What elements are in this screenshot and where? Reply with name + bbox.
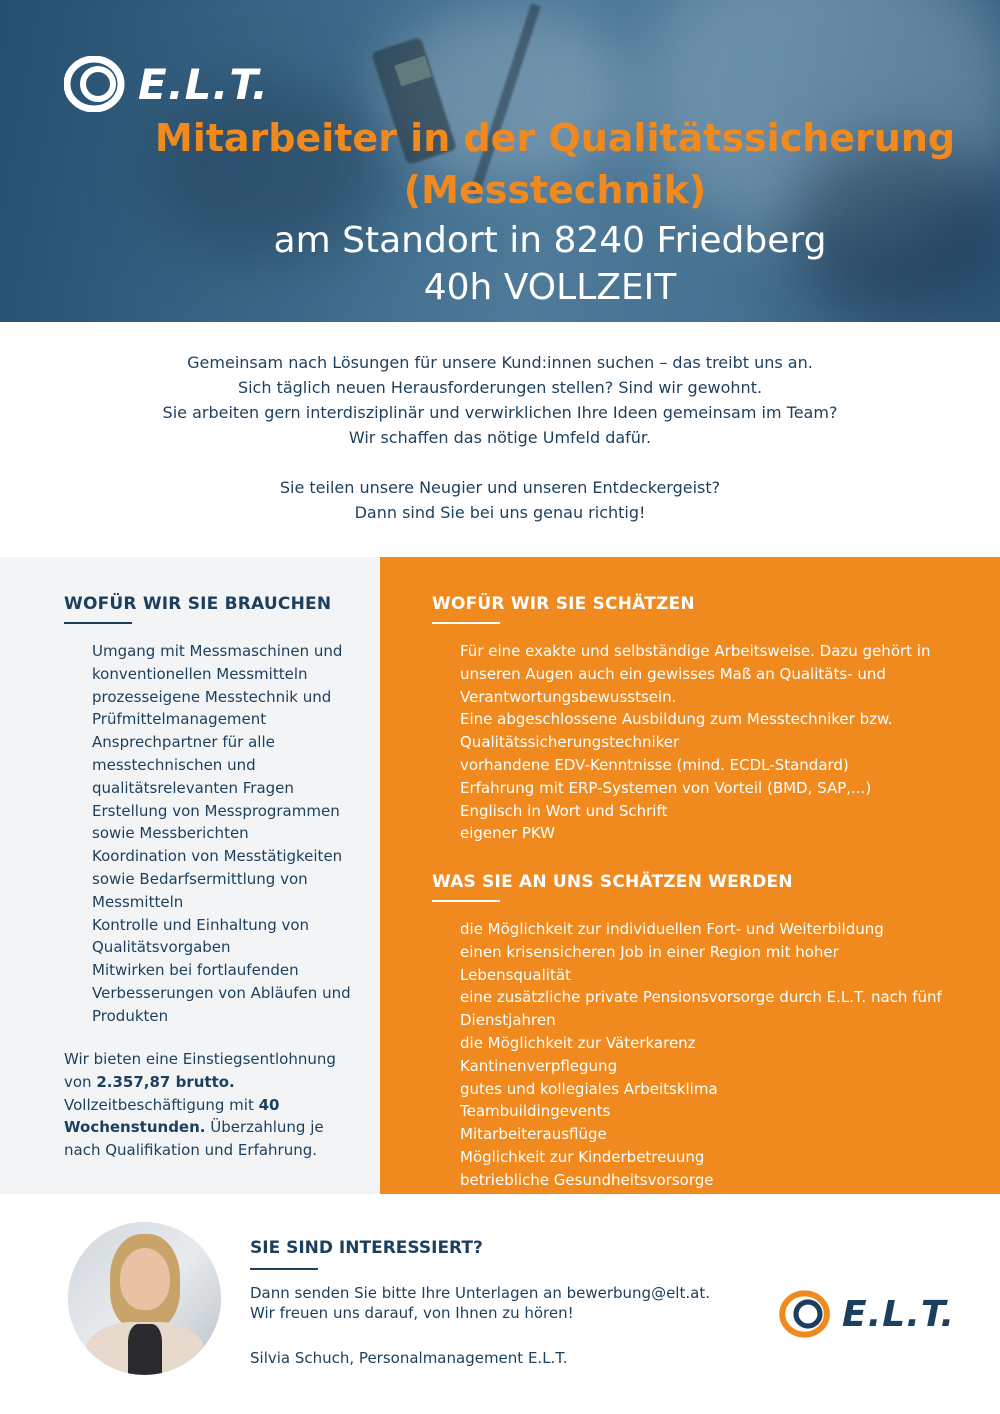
contact-heading-rule xyxy=(250,1268,318,1270)
hero-banner xyxy=(0,0,1000,322)
salary-info xyxy=(64,1048,364,1162)
list-item: Koordination von Messtätigkeiten sowie Bedarfsermittlung von Messmitteln xyxy=(92,847,343,911)
contact-heading: SIE SIND INTERESSIERT? xyxy=(250,1238,483,1258)
salary-amount: 2.357,87 brutto. xyxy=(96,1072,235,1091)
job-hours: 40h VOLLZEIT xyxy=(423,267,677,308)
job-title-line2: (Messtechnik) xyxy=(403,168,707,212)
requirements-heading-rule xyxy=(432,622,500,624)
logo-wordmark: E.L.T. xyxy=(138,59,269,109)
list-item: Eine abgeschlossene Ausbildung zum Messtechniker bzw. Qualitätssicherungstechniker xyxy=(460,710,893,752)
list-item: betriebliche Gesundheitsvorsorge xyxy=(460,1170,714,1189)
job-location: am Standort in 8240 Friedberg xyxy=(273,220,827,261)
list-item: Erstellung von Messprogrammen sowie Messberichten xyxy=(92,801,340,843)
intro-closing-line: Sie teilen unsere Neugier und unseren Entdeckergeist? xyxy=(279,478,721,497)
contact-text xyxy=(250,1283,710,1323)
benefits-heading: WAS SIE AN UNS SCHÄTZEN WERDEN xyxy=(432,872,793,892)
list-item: die Möglichkeit zur individuellen Fort- und Weiterbildung xyxy=(460,920,884,938)
salary-prefix: Wir bieten eine Einstiegsentlohnung von xyxy=(64,1050,336,1091)
salary-hours: 40 Wochenstunden. xyxy=(64,1095,280,1137)
list-item: die Möglichkeit zur Väterkarenz xyxy=(460,1033,696,1052)
elt-logo-icon xyxy=(64,56,132,112)
intro-text xyxy=(0,350,1000,525)
list-item: Kontrolle und Einhaltung von Qualitätsvorgaben xyxy=(92,915,310,957)
tasks-heading: WOFÜR WIR SIE BRAUCHEN xyxy=(64,594,332,614)
contact-person-photo xyxy=(68,1222,221,1375)
footer-company-logo xyxy=(778,1290,955,1338)
requirements-list xyxy=(432,640,952,845)
list-item: Möglichkeit zur Kinderbetreuung xyxy=(460,1147,705,1166)
tasks-heading-rule xyxy=(64,622,132,624)
intro-line: Sie arbeiten gern interdisziplinär und verwirklichen Ihre Ideen gemeinsam im Team? xyxy=(162,403,838,422)
list-item: Teambuildingevents xyxy=(460,1102,611,1121)
list-item: vorhandene EDV-Kenntnisse (mind. ECDL-Standard) xyxy=(460,755,849,774)
benefits-list xyxy=(432,918,952,1192)
list-item: Englisch in Wort und Schrift xyxy=(460,801,668,820)
intro-line: Sich täglich neuen Herausforderungen stellen? Sind wir gewohnt. xyxy=(237,378,763,397)
salary-suffix: Überzahlung je nach Qualifikation und Erfahrung. xyxy=(64,1118,324,1160)
contact-line: Dann senden Sie bitte Ihre Unterlagen an bewerbung@elt.at. xyxy=(250,1284,710,1302)
logo-wordmark: E.L.T. xyxy=(842,1293,955,1335)
list-item: Für eine exakte und selbständige Arbeitsweise. Dazu gehört in unseren Augen auch ein gewisses Maß an Qualitäts- und Verantwortungsbewusstsein. xyxy=(460,642,931,706)
list-item: Kantinenverpflegung xyxy=(460,1056,618,1075)
benefits-heading-rule xyxy=(432,900,500,902)
job-title-line1: Mitarbeiter in der Qualitätssicherung xyxy=(154,116,956,160)
elt-logo-icon xyxy=(778,1290,838,1338)
list-item: Erfahrung mit ERP-Systemen von Vorteil (BMD, SAP,...) xyxy=(460,778,872,797)
list-item: Mitarbeiterausflüge xyxy=(460,1125,607,1144)
tasks-list xyxy=(64,640,354,1028)
list-item: gutes und kollegiales Arbeitsklima xyxy=(460,1079,718,1098)
contact-line: Wir freuen uns darauf, von Ihnen zu hören! xyxy=(250,1304,574,1322)
list-item: einen krisensicheren Job in einer Region mit hoher Lebensqualität xyxy=(460,942,839,984)
list-item: Mitwirken bei fortlaufenden Verbesserungen von Abläufen und Produkten xyxy=(92,961,351,1025)
contact-signature: Silvia Schuch, Personalmanagement E.L.T. xyxy=(250,1349,568,1367)
salary-middle: Vollzeitbeschäftigung mit xyxy=(64,1095,254,1114)
list-item: prozesseigene Messtechnik und Prüfmittelmanagement xyxy=(92,687,332,729)
list-item: eine zusätzliche private Pensionsvorsorge durch E.L.T. nach fünf Dienstjahren xyxy=(460,988,942,1030)
intro-closing-line: Dann sind Sie bei uns genau richtig! xyxy=(354,503,646,522)
list-item: Umgang mit Messmaschinen und konventionellen Messmitteln xyxy=(92,642,343,683)
requirements-heading: WOFÜR WIR SIE SCHÄTZEN xyxy=(432,594,695,614)
intro-line: Gemeinsam nach Lösungen für unsere Kund:innen suchen – das treibt uns an. xyxy=(187,353,813,372)
company-logo xyxy=(64,56,269,112)
intro-line: Wir schaffen das nötige Umfeld dafür. xyxy=(348,428,652,447)
list-item: eigener PKW xyxy=(460,824,555,843)
list-item: Ansprechpartner für alle messtechnischen und qualitätsrelevanten Fragen xyxy=(92,733,294,797)
